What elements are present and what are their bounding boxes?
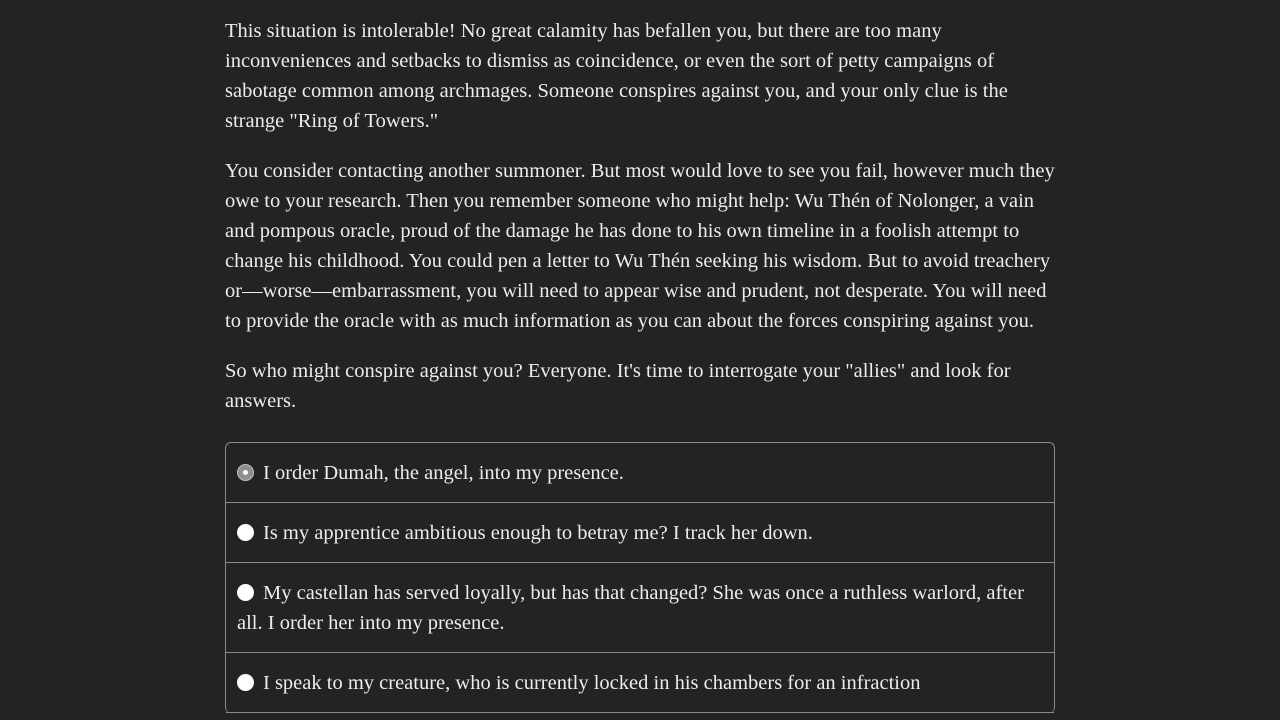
choice-label: I speak to my creature, who is currently locked in his chambers for an infraction: [263, 672, 921, 694]
story-container: [225, 16, 1055, 713]
story-paragraph: You consider contacting another summoner. But most would love to see you fail, however much they owe to your research. Then you remember someone who might help: Wu Thén of Nolonger, a vain and pompous oracle, proud of the damage he has done to his own timeline in a foolish attempt to change his childhood. You could pen a letter to Wu Thén seeking his wisdom. But to avoid treachery or—worse—embarrassment, you will need to appear wise and prudent, not desperate. You will need to provide the oracle with as much information as you can about the forces conspiring against you.: [225, 160, 1055, 332]
choice-option-apprentice[interactable]: [226, 503, 1054, 563]
choice-label: Is my apprentice ambitious enough to betray me? I track her down.: [263, 522, 813, 544]
choice-option-dumah[interactable]: [226, 443, 1054, 503]
radio-unselected-icon[interactable]: [237, 584, 254, 601]
choice-label: My castellan has served loyally, but has that changed? She was once a ruthless warlord, after all. I order her into my presence.: [237, 582, 1024, 634]
choice-option-creature[interactable]: [226, 653, 1054, 713]
choice-list: [225, 442, 1055, 713]
choice-label: I order Dumah, the angel, into my presence.: [263, 462, 624, 484]
choice-option-castellan[interactable]: [226, 563, 1054, 653]
story-paragraph: So who might conspire against you? Everyone. It's time to interrogate your "allies" and look for answers.: [225, 360, 1011, 412]
story-paragraph: This situation is intolerable! No great calamity has befallen you, but there are too many inconveniences and setbacks to dismiss as coincidence, or even the sort of petty campaigns of sabotage common among archmages. Someone conspires against you, and your only clue is the strange "Ring of Towers.": [225, 20, 1008, 132]
radio-unselected-icon[interactable]: [237, 674, 254, 691]
radio-selected-icon[interactable]: [237, 464, 254, 481]
radio-unselected-icon[interactable]: [237, 524, 254, 541]
